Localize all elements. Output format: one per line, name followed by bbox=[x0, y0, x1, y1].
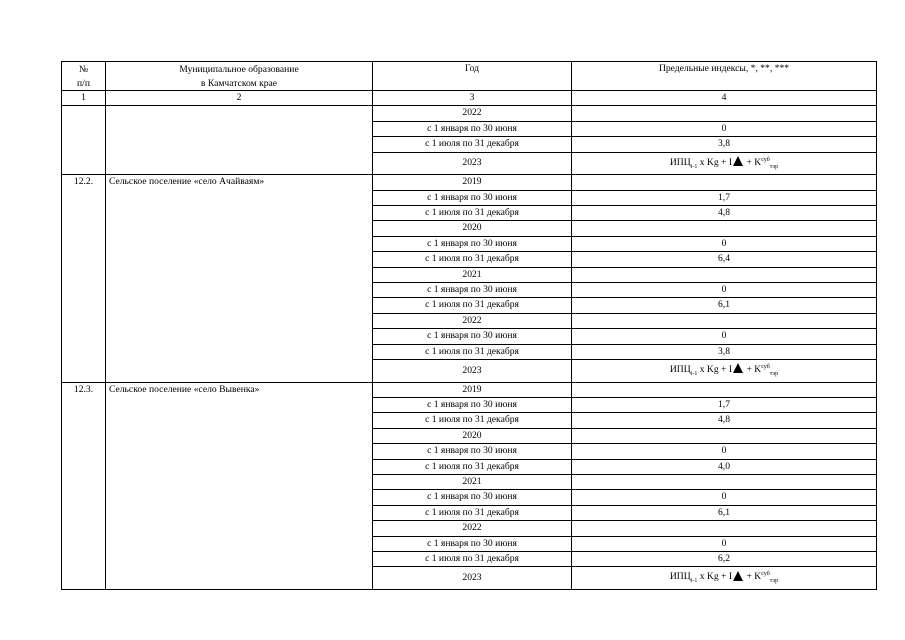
formula-k-sup: суб bbox=[761, 364, 770, 370]
header-municipality-cell: Муниципальное образование bbox=[106, 62, 373, 77]
index-value-cell: 1,7 bbox=[572, 397, 877, 412]
column-number-2: 2 bbox=[106, 91, 373, 106]
period-cell: с 1 января по 30 июня bbox=[373, 282, 572, 297]
index-value-cell: 0 bbox=[572, 444, 877, 459]
period-cell: с 1 января по 30 июня bbox=[373, 329, 572, 344]
index-value-cell bbox=[572, 382, 877, 397]
header-municipality-cell-line2: в Камчатском крае bbox=[106, 76, 373, 91]
formula-k-sup: суб bbox=[761, 156, 770, 163]
table-row bbox=[62, 382, 877, 397]
column-number-4: 4 bbox=[572, 91, 877, 106]
header-number-cell: № bbox=[62, 62, 106, 77]
index-value-cell: 0 bbox=[572, 329, 877, 344]
period-cell: 2021 bbox=[373, 474, 572, 489]
section-number-cell: 12.2. bbox=[62, 175, 106, 382]
table-body bbox=[62, 62, 877, 590]
period-cell: с 1 июля по 31 декабря bbox=[373, 252, 572, 267]
formula-k-sub: тэр bbox=[769, 163, 779, 170]
index-value-cell: 4,8 bbox=[572, 205, 877, 220]
header-number-cell-line2: п/п bbox=[62, 76, 106, 91]
period-cell: 2019 bbox=[373, 175, 572, 190]
header-year-cell: Год bbox=[373, 62, 572, 91]
formula-ipc-sub: i-1 bbox=[690, 578, 698, 585]
period-cell: с 1 июля по 31 декабря bbox=[373, 205, 572, 220]
delta-icon bbox=[733, 363, 743, 373]
formula-ipc-sub: i-1 bbox=[690, 371, 698, 378]
period-cell: 2022 bbox=[373, 313, 572, 328]
index-value-cell bbox=[572, 474, 877, 489]
column-numbering-row bbox=[62, 91, 877, 106]
period-cell: 2023 bbox=[373, 567, 572, 590]
municipality-name-cell: Сельское поселение «село Ачайваям» bbox=[106, 175, 373, 382]
formula-cell bbox=[572, 152, 877, 175]
period-cell: с 1 июля по 31 декабря bbox=[373, 551, 572, 566]
formula-kg: x Kg + I bbox=[697, 364, 733, 376]
column-number-1: 1 bbox=[62, 91, 106, 106]
index-value-cell bbox=[572, 521, 877, 536]
index-value-cell: 6,2 bbox=[572, 551, 877, 566]
period-cell: с 1 июля по 31 декабря bbox=[373, 344, 572, 359]
index-value-cell: 0 bbox=[572, 121, 877, 136]
formula-ipc-sub: i-1 bbox=[690, 163, 698, 170]
period-cell: 2019 bbox=[373, 382, 572, 397]
index-value-cell: 0 bbox=[572, 536, 877, 551]
index-value-cell bbox=[572, 175, 877, 190]
delta-icon bbox=[733, 156, 743, 166]
formula-kg: x Kg + I bbox=[697, 571, 733, 583]
period-cell: 2020 bbox=[373, 428, 572, 443]
index-value-cell bbox=[572, 313, 877, 328]
period-cell: с 1 июля по 31 декабря bbox=[373, 298, 572, 313]
formula-k: + K bbox=[744, 156, 762, 168]
column-number-3: 3 bbox=[373, 91, 572, 106]
index-value-cell bbox=[572, 221, 877, 236]
delta-icon bbox=[733, 571, 743, 581]
period-cell: с 1 июля по 31 декабря bbox=[373, 137, 572, 152]
period-cell: с 1 июля по 31 декабря bbox=[373, 459, 572, 474]
index-value-cell: 0 bbox=[572, 490, 877, 505]
period-cell: 2020 bbox=[373, 221, 572, 236]
formula-ipc: ИПЦ bbox=[669, 156, 691, 168]
index-value-cell: 0 bbox=[572, 236, 877, 251]
index-value-cell: 1,7 bbox=[572, 190, 877, 205]
tariff-index-table bbox=[61, 61, 877, 590]
municipality-name-cell: Сельское поселение «село Вывенка» bbox=[106, 382, 373, 589]
period-cell: с 1 января по 30 июня bbox=[373, 236, 572, 251]
continuation-municipality-cell bbox=[106, 106, 373, 175]
header-row-1 bbox=[62, 62, 877, 77]
period-cell: 2022 bbox=[373, 521, 572, 536]
formula-k: + K bbox=[744, 364, 762, 376]
formula-kg: x Kg + I bbox=[697, 156, 733, 168]
section-number-cell: 12.3. bbox=[62, 382, 106, 589]
index-value-cell: 3,8 bbox=[572, 137, 877, 152]
index-value-cell bbox=[572, 267, 877, 282]
period-cell: с 1 января по 30 июня bbox=[373, 397, 572, 412]
period-cell: с 1 января по 30 июня bbox=[373, 444, 572, 459]
period-cell: с 1 июля по 31 декабря bbox=[373, 413, 572, 428]
period-cell: с 1 января по 30 июня bbox=[373, 121, 572, 136]
period-cell: 2021 bbox=[373, 267, 572, 282]
table-row bbox=[62, 175, 877, 190]
formula-cell bbox=[572, 360, 877, 383]
formula-k: + K bbox=[744, 571, 762, 583]
index-value-cell: 0 bbox=[572, 282, 877, 297]
formula-ipc: ИПЦ bbox=[669, 364, 691, 376]
index-value-cell: 6,1 bbox=[572, 298, 877, 313]
formula-k-sub: тэр bbox=[769, 578, 779, 585]
table-row bbox=[62, 106, 877, 121]
formula-ipc: ИПЦ bbox=[669, 571, 691, 583]
period-cell: 2023 bbox=[373, 152, 572, 175]
index-value-cell: 6,1 bbox=[572, 505, 877, 520]
index-value-cell bbox=[572, 106, 877, 121]
period-cell: с 1 июля по 31 декабря bbox=[373, 505, 572, 520]
period-cell: 2022 bbox=[373, 106, 572, 121]
formula-cell bbox=[572, 567, 877, 590]
index-value-cell: 4,8 bbox=[572, 413, 877, 428]
index-value-cell: 6,4 bbox=[572, 252, 877, 267]
index-value-cell: 3,8 bbox=[572, 344, 877, 359]
formula-k-sup: суб bbox=[761, 571, 770, 578]
period-cell: с 1 января по 30 июня bbox=[373, 190, 572, 205]
header-index-cell: Предельные индексы, *, **, *** bbox=[572, 62, 877, 91]
period-cell: с 1 января по 30 июня bbox=[373, 536, 572, 551]
continuation-number-cell bbox=[62, 106, 106, 175]
index-value-cell bbox=[572, 428, 877, 443]
period-cell: 2023 bbox=[373, 360, 572, 383]
index-value-cell: 4,0 bbox=[572, 459, 877, 474]
formula-k-sub: тэр bbox=[769, 371, 779, 378]
period-cell: с 1 января по 30 июня bbox=[373, 490, 572, 505]
